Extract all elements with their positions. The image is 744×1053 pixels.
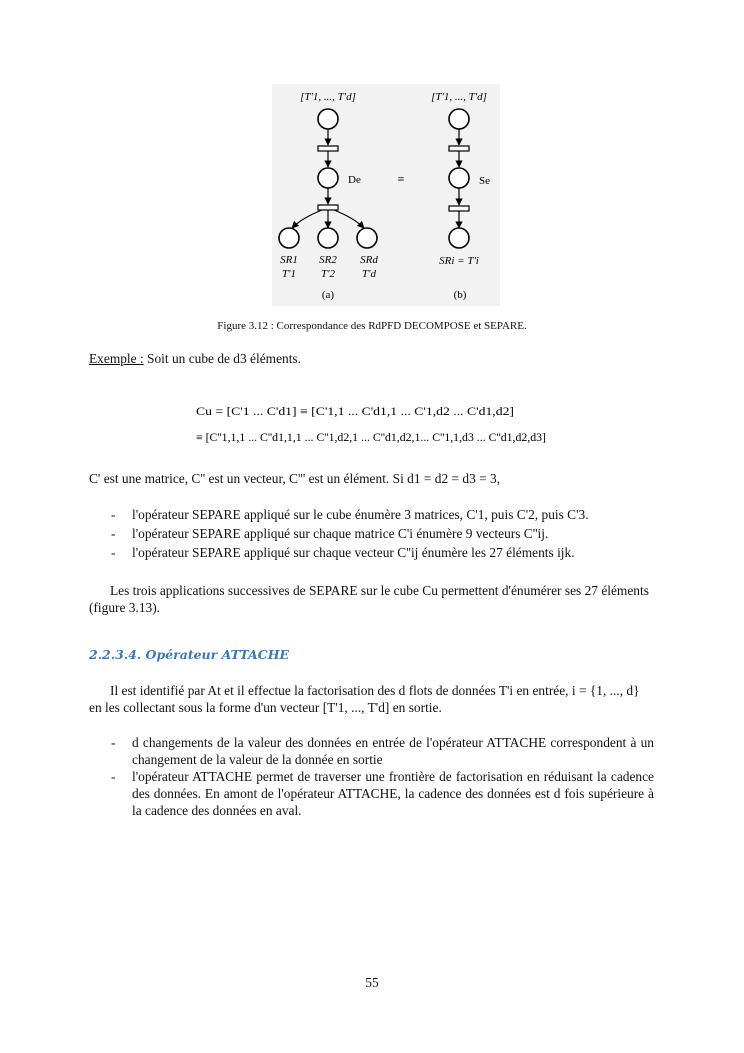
- place-label-de: De: [348, 174, 361, 186]
- list-item: - d changements de la valeur des données en entrée de l'opérateur ATTACHE correspondent à un changement de la valeur de la donnée en sortie: [111, 735, 654, 767]
- output-td: T'd: [362, 268, 376, 280]
- bullet-text: l'opérateur SEPARE appliqué sur chaque matrice C'i énumère 9 vecteurs C''ij.: [132, 526, 549, 541]
- output-sr1: SR1: [280, 254, 298, 266]
- transition-a2: [318, 205, 338, 210]
- place-de: [318, 168, 338, 188]
- equivalence-symbol: ≡: [397, 172, 405, 186]
- diagram-b-top-label: [T'1, ..., T'd]: [431, 91, 487, 103]
- output-sr2: SR2: [319, 254, 337, 266]
- transition-b2: [449, 206, 469, 211]
- place-se: [449, 168, 469, 188]
- transition-a1: [318, 146, 338, 151]
- list-item: - l'opérateur SEPARE appliqué sur chaque matrice C'i énumère 9 vecteurs C''ij.: [111, 526, 549, 541]
- output-srd: SRd: [360, 254, 378, 266]
- paragraph-2: [89, 582, 654, 616]
- section-heading: 2.2.3.4. Opérateur ATTACHE: [89, 647, 290, 662]
- output-sri: SRi = T'i: [439, 255, 479, 267]
- place-sri: [449, 228, 469, 248]
- formula: [196, 397, 556, 449]
- diagram-a-label: (a): [321, 289, 335, 301]
- place-input-a: [318, 109, 338, 129]
- figure-3-12: [272, 84, 500, 306]
- formula-svg: [196, 397, 556, 449]
- diagram-b-label: (b): [453, 289, 467, 301]
- place-srd: [357, 228, 377, 248]
- place-label-se: Se: [479, 175, 490, 187]
- bullet-text: l'opérateur ATTACHE permet de traverser une frontière de factorisation en réduisant la cadence des données. En amont de l'opérateur ATTACHE, la cadence des données est d fois supérieure à la cadence des données en aval.: [132, 769, 654, 818]
- example-text: Soit un cube de d3 éléments.: [147, 351, 301, 366]
- example-label: Exemple :: [89, 351, 144, 366]
- bullet-text: d changements de la valeur des données en entrée de l'opérateur ATTACHE correspondent à un changement de la valeur de la donnée en sortie: [132, 735, 654, 767]
- diagram-a-top-label: [T'1, ..., T'd]: [300, 91, 356, 103]
- place-sr1: [279, 228, 299, 248]
- bullet-text: l'opérateur SEPARE appliqué sur chaque vecteur C''ij énumère les 27 éléments ijk.: [132, 545, 575, 560]
- list-item: - l'opérateur ATTACHE permet de traverser une frontière de factorisation en réduisant la cadence des données. En amont de l'opérateur ATTACHE, la cadence des données est d fois supérieure à la cadence des données en aval.: [111, 769, 654, 818]
- list-item: - l'opérateur SEPARE appliqué sur le cube énumère 3 matrices, C'1, puis C'2, puis C'3.: [111, 507, 589, 522]
- list-item: - l'opérateur SEPARE appliqué sur chaque vecteur C''ij énumère les 27 éléments ijk.: [111, 545, 575, 560]
- place-sr2: [318, 228, 338, 248]
- output-t1: T'1: [282, 268, 296, 280]
- page-number: 55: [365, 975, 379, 990]
- formula-line-1: Cu = [C'1 ... C'd1] ≡ [C'1,1 ... C'd1,1 ... C'1,d2 ... C'd1,d2]: [196, 406, 514, 418]
- example-line: [89, 350, 301, 367]
- formula-line-2: ≡ [C''1,1,1 ... C''d1,1,1 ... C''1,d2,1 ... C''d1,d2,1... C''1,1,d3 ... C''d1,d2,d3]: [196, 432, 546, 444]
- petri-net-diagram: [272, 84, 500, 306]
- paragraph-2-text: Les trois applications successives de SEPARE sur le cube Cu permettent d'énumérer ses 27 éléments (figure 3.13).: [89, 583, 649, 615]
- place-input-b: [449, 109, 469, 129]
- paragraph-3-text: Il est identifié par At et il effectue la factorisation des d flots de données T'i en entrée, i = {1, ..., d} en les collectant sous la forme d'un vecteur [T'1, ..., T'd] en sortie.: [89, 683, 640, 715]
- transition-b1: [449, 146, 469, 151]
- bullet-text: l'opérateur SEPARE appliqué sur le cube énumère 3 matrices, C'1, puis C'2, puis C'3.: [132, 507, 589, 522]
- paragraph-3: [89, 682, 654, 716]
- definitions-text: C' est une matrice, C'' est un vecteur, C''' est un élément. Si d1 = d2 = d3 = 3,: [89, 471, 501, 486]
- figure-caption: Figure 3.12 : Correspondance des RdPFD DECOMPOSE et SEPARE.: [217, 320, 527, 332]
- output-t2: T'2: [321, 268, 335, 280]
